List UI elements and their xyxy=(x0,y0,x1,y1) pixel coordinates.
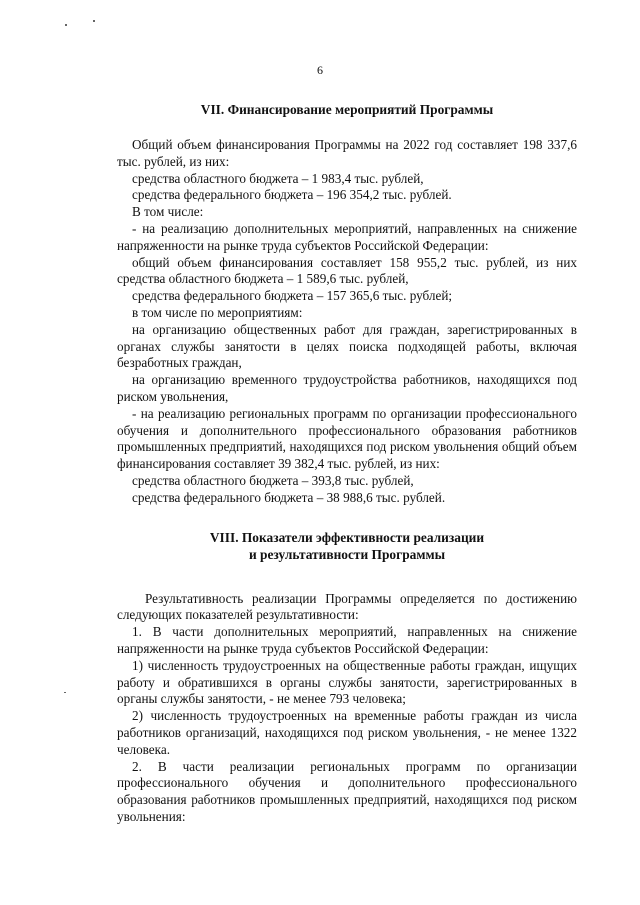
paragraph: средства федерального бюджета – 38 988,6 тыс. рублей. xyxy=(132,489,446,505)
paragraph: 2) численность трудоустроенных на временные работы граждан из числа работников организаций, находящихся под риском увольнения, - не менее 1322 человека. xyxy=(117,708,577,757)
page-number: 6 xyxy=(317,63,323,77)
paragraph: средства федерального бюджета – 157 365,6 тыс. рублей; xyxy=(132,288,453,304)
paragraph: 1. В части дополнительных мероприятий, направленных на снижение напряженности на рынке труда субъектов Российской Федерации: xyxy=(117,624,577,656)
paragraph: на организацию временного трудоустройства работников, находящихся под риском увольнения, xyxy=(117,372,577,404)
paragraph: 1) численность трудоустроенных на общественные работы граждан, ищущих работу и обратившихся в органы службы занятости, зарегистрированных в органы службы занятости, - не менее 793 человека; xyxy=(117,657,577,707)
paragraph: на организацию общественных работ для граждан, зарегистрированных в органах службы занятости в целях поиска подходящей работы, включая безработных граждан, xyxy=(117,321,577,371)
paragraph: общий объем финансирования составляет 158 955,2 тыс. рублей, из них средства областного бюджета – 1 589,6 тыс. рублей, xyxy=(117,254,577,287)
paragraph: средства федерального бюджета – 196 354,2 тыс. рублей. xyxy=(132,187,452,203)
document-body xyxy=(117,101,577,826)
paragraph: В том числе: xyxy=(132,204,204,220)
section-7-heading: VII. Финансирование мероприятий Программы xyxy=(200,102,494,117)
paragraph: - на реализацию региональных программ по организации профессионального обучения и дополнительного профессионального образования работников промышленных предприятий, находящихся под риском увольнения общий объем финансирования составляет 39 382,4 тыс. рублей, из них: xyxy=(117,405,577,472)
paragraph: в том числе по мероприятиям: xyxy=(132,304,303,320)
scan-speck xyxy=(64,692,66,693)
paragraph: средства областного бюджета – 393,8 тыс. рублей, xyxy=(132,472,414,488)
paragraph: средства областного бюджета – 1 983,4 тыс. рублей, xyxy=(132,170,424,186)
paragraph: Результативность реализации Программы определяется по достижению следующих показателей результативности: xyxy=(117,590,577,623)
scan-speck xyxy=(93,20,95,22)
paragraph: 2. В части реализации региональных программ по организации профессионального обучения и дополнительного профессионального образования работников промышленных предприятий, находящихся под риском увольнения: xyxy=(117,758,577,824)
section-8-heading-line-2: и результативности Программы xyxy=(248,546,446,562)
scan-speck xyxy=(65,24,67,26)
section-8-heading-line-1: VIII. Показатели эффективности реализации xyxy=(209,529,485,545)
paragraph: - на реализацию дополнительных мероприятий, направленных на снижение напряженности на рынке труда субъектов Российской Федерации: xyxy=(117,220,577,253)
paragraph: Общий объем финансирования Программы на 2022 год составляет 198 337,6 тыс. рублей, из них: xyxy=(117,137,577,169)
